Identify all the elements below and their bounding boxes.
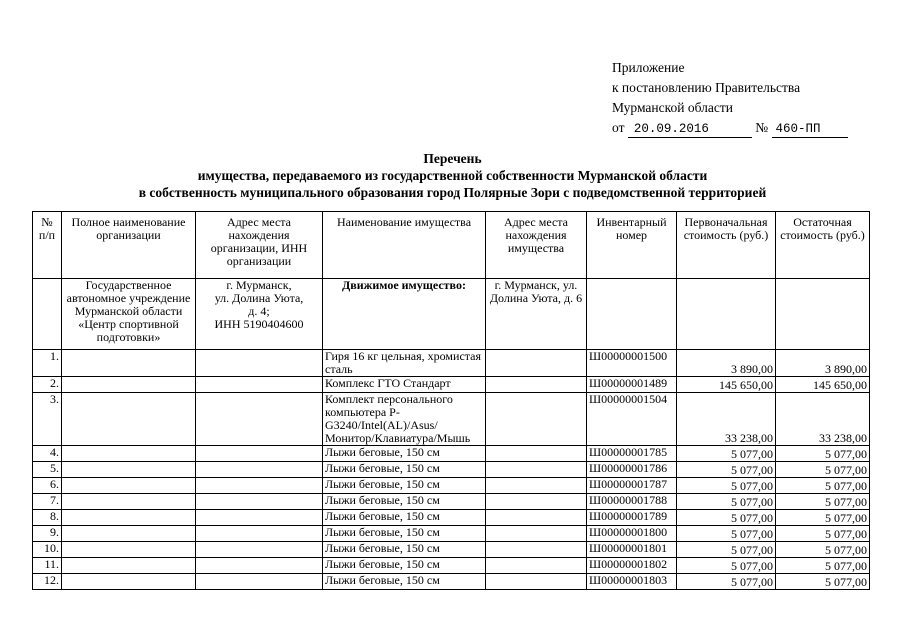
title-line-2: имущества, передаваемого из государственной собственности Мурманской области [197, 168, 708, 183]
row-residual-cost: 5 077,00 [776, 478, 870, 494]
row-org-name [62, 350, 196, 377]
header-residual-cost: Остаточная стоимость (руб.) [776, 212, 870, 279]
table-row [33, 542, 870, 558]
row-number: 12. [33, 574, 62, 590]
row-initial-cost: 5 077,00 [677, 494, 776, 510]
row-property-address [486, 542, 587, 558]
row-inventory-number: Ш00000001489 [587, 377, 677, 393]
table-row [33, 526, 870, 542]
row-initial-cost: 5 077,00 [677, 478, 776, 494]
appendix-date-line [612, 118, 848, 138]
row-residual-cost: 5 077,00 [776, 574, 870, 590]
row-number: 3. [33, 393, 62, 446]
title-line-1: Перечень [423, 151, 482, 166]
row-inventory-number: Ш00000001787 [587, 478, 677, 494]
row-org-name [62, 377, 196, 393]
row-property-name: Лыжи беговые, 150 см [323, 510, 486, 526]
org-inv-cell [587, 279, 677, 350]
table-row [33, 510, 870, 526]
table-row [33, 574, 870, 590]
org-address-line-1: г. Мурманск, [226, 278, 292, 292]
table-header-row [33, 212, 870, 279]
row-property-name: Лыжи беговые, 150 см [323, 558, 486, 574]
row-org-address [196, 350, 323, 377]
row-number: 4. [33, 446, 62, 462]
row-residual-cost: 5 077,00 [776, 494, 870, 510]
row-number: 1. [33, 350, 62, 377]
row-inventory-number: Ш00000001802 [587, 558, 677, 574]
property-table [32, 211, 870, 590]
row-org-name [62, 510, 196, 526]
table-row [33, 393, 870, 446]
document-title [0, 150, 905, 201]
table-row [33, 462, 870, 478]
header-org-address: Адрес места нахождения организации, ИНН организации [196, 212, 323, 279]
header-initial-cost: Первоначальная стоимость (руб.) [677, 212, 776, 279]
resolution-date: 20.09.2016 [628, 122, 752, 138]
row-property-name: Лыжи беговые, 150 см [323, 574, 486, 590]
row-initial-cost: 5 077,00 [677, 542, 776, 558]
row-number: 8. [33, 510, 62, 526]
row-inventory-number: Ш00000001800 [587, 526, 677, 542]
row-number: 6. [33, 478, 62, 494]
table-row [33, 494, 870, 510]
org-name: Государственное автономное учреждение Мурманской области «Центр спортивной подготовки» [62, 279, 196, 350]
row-initial-cost: 5 077,00 [677, 526, 776, 542]
row-org-name [62, 558, 196, 574]
org-residual-cell [776, 279, 870, 350]
row-residual-cost: 3 890,00 [776, 350, 870, 377]
row-initial-cost: 33 238,00 [677, 393, 776, 446]
row-property-name: Лыжи беговые, 150 см [323, 526, 486, 542]
row-initial-cost: 5 077,00 [677, 510, 776, 526]
row-number: 10. [33, 542, 62, 558]
row-property-name: Комплект персонального компьютера P-G3240/Intel(AL)/Asus/Монитор/Клавиатура/Мышь [323, 393, 486, 446]
org-address-line-3: д. 4; [248, 304, 270, 318]
table-body [33, 212, 870, 590]
row-org-address [196, 558, 323, 574]
appendix-region: Мурманской области [612, 100, 733, 115]
row-org-address [196, 393, 323, 446]
number-prefix: № [755, 120, 769, 135]
row-org-name [62, 462, 196, 478]
row-property-name: Лыжи беговые, 150 см [323, 446, 486, 462]
org-initial-cell [677, 279, 776, 350]
row-inventory-number: Ш00000001500 [587, 350, 677, 377]
row-property-address [486, 446, 587, 462]
row-inventory-number: Ш00000001785 [587, 446, 677, 462]
row-number: 11. [33, 558, 62, 574]
row-property-address [486, 350, 587, 377]
org-num-cell [33, 279, 62, 350]
org-inn: ИНН 5190404600 [214, 317, 304, 331]
row-residual-cost: 5 077,00 [776, 558, 870, 574]
row-residual-cost: 5 077,00 [776, 446, 870, 462]
row-org-address [196, 510, 323, 526]
organization-row [33, 279, 870, 350]
row-property-address [486, 462, 587, 478]
row-property-name: Комплекс ГТО Стандарт [323, 377, 486, 393]
row-org-name [62, 446, 196, 462]
row-property-name: Лыжи беговые, 150 см [323, 494, 486, 510]
org-address [196, 279, 323, 350]
row-initial-cost: 5 077,00 [677, 446, 776, 462]
row-property-address [486, 478, 587, 494]
row-org-address [196, 542, 323, 558]
row-initial-cost: 5 077,00 [677, 574, 776, 590]
appendix-resolution: к постановлению Правительства [612, 80, 801, 95]
row-inventory-number: Ш00000001789 [587, 510, 677, 526]
row-residual-cost: 33 238,00 [776, 393, 870, 446]
row-number: 2. [33, 377, 62, 393]
title-line-3: в собственность муниципального образования город Полярные Зори с подведомственной территорией [138, 185, 767, 200]
row-org-address [196, 526, 323, 542]
table-row [33, 350, 870, 377]
row-org-name [62, 494, 196, 510]
row-initial-cost: 3 890,00 [677, 350, 776, 377]
resolution-number: 460-ПП [772, 122, 848, 138]
row-residual-cost: 145 650,00 [776, 377, 870, 393]
row-number: 7. [33, 494, 62, 510]
row-residual-cost: 5 077,00 [776, 462, 870, 478]
row-org-name [62, 393, 196, 446]
appendix-title: Приложение [612, 60, 685, 75]
row-org-name [62, 478, 196, 494]
appendix-block [612, 58, 848, 138]
row-property-name: Гиря 16 кг цельная, хромистая сталь [323, 350, 486, 377]
table-row [33, 446, 870, 462]
row-property-name: Лыжи беговые, 150 см [323, 542, 486, 558]
row-residual-cost: 5 077,00 [776, 526, 870, 542]
row-org-address [196, 574, 323, 590]
row-org-address [196, 494, 323, 510]
row-org-name [62, 526, 196, 542]
row-property-address [486, 510, 587, 526]
property-address: г. Мурманск, ул. Долина Уюта, д. 6 [486, 279, 587, 350]
row-org-name [62, 574, 196, 590]
row-number: 9. [33, 526, 62, 542]
row-initial-cost: 145 650,00 [677, 377, 776, 393]
movable-property-label: Движимое имущество: [323, 279, 486, 350]
row-property-address [486, 526, 587, 542]
row-property-address [486, 574, 587, 590]
row-residual-cost: 5 077,00 [776, 542, 870, 558]
row-property-name: Лыжи беговые, 150 см [323, 478, 486, 494]
row-inventory-number: Ш00000001504 [587, 393, 677, 446]
row-org-address [196, 446, 323, 462]
row-initial-cost: 5 077,00 [677, 462, 776, 478]
row-initial-cost: 5 077,00 [677, 558, 776, 574]
row-property-address [486, 377, 587, 393]
row-inventory-number: Ш00000001803 [587, 574, 677, 590]
table-row [33, 478, 870, 494]
date-prefix: от [612, 120, 625, 135]
row-property-address [486, 393, 587, 446]
header-org-name: Полное наименование организации [62, 212, 196, 279]
row-property-address [486, 494, 587, 510]
org-address-line-2: ул. Долина Уюта, [214, 291, 304, 305]
row-inventory-number: Ш00000001801 [587, 542, 677, 558]
row-inventory-number: Ш00000001788 [587, 494, 677, 510]
table-row [33, 377, 870, 393]
row-number: 5. [33, 462, 62, 478]
header-inventory-number: Инвентарный номер [587, 212, 677, 279]
header-property-name: Наименование имущества [323, 212, 486, 279]
header-num: № п/п [33, 212, 62, 279]
row-org-address [196, 478, 323, 494]
row-inventory-number: Ш00000001786 [587, 462, 677, 478]
row-org-address [196, 462, 323, 478]
row-org-name [62, 542, 196, 558]
table-row [33, 558, 870, 574]
row-property-name: Лыжи беговые, 150 см [323, 462, 486, 478]
row-org-address [196, 377, 323, 393]
row-residual-cost: 5 077,00 [776, 510, 870, 526]
header-property-address: Адрес места нахождения имущества [486, 212, 587, 279]
row-property-address [486, 558, 587, 574]
